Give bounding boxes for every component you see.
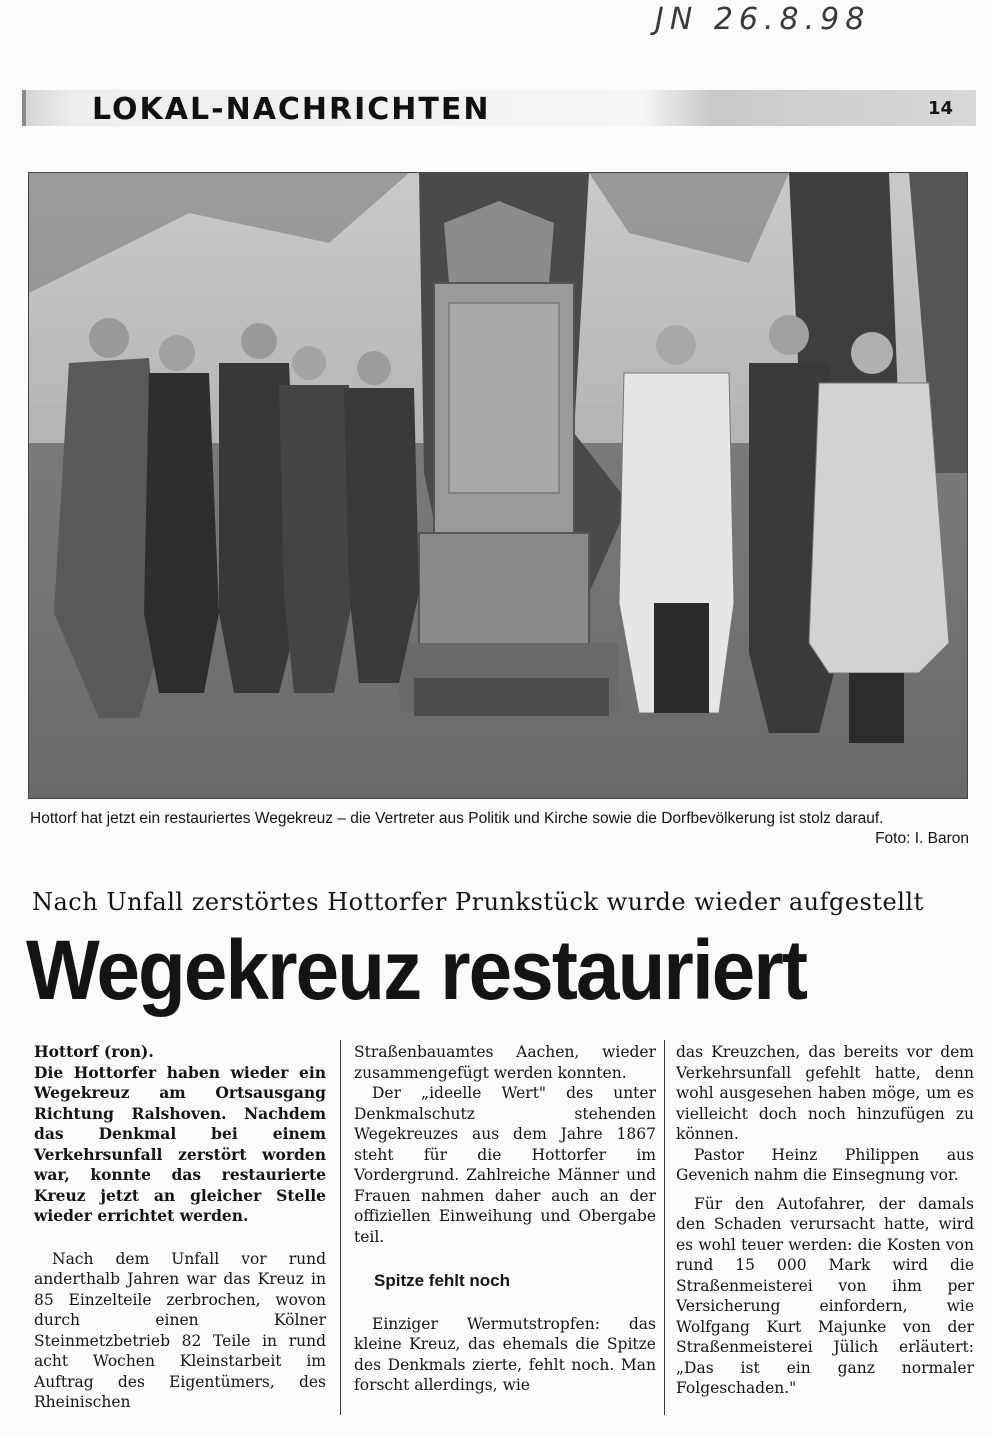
article-paragraph: Pastor Heinz Philippen aus Gevenich nahm die Einsegnung vor. — [676, 1145, 974, 1184]
article-lead: Die Hottorfer haben wieder ein Wegekreuz am Ortsausgang Richtung Ralshoven. Nachdem das Denkmal bei einem Verkehrsunfall zerstört worden war, konnte das restaurierte Kreuz jetzt an gleicher Stelle wieder errichtet werden. — [34, 1062, 326, 1225]
column-divider — [664, 1040, 665, 1415]
flower-arrangement — [414, 678, 609, 716]
article-subheadline: Nach Unfall zerstörtes Hottorfer Prunkstück wurde wieder aufgestellt — [32, 888, 924, 916]
article-dateline: Hottorf (ron). — [34, 1042, 154, 1061]
section-title: LOKAL-NACHRICHTEN — [92, 92, 491, 127]
handwritten-date-note: JN 26.8.98 — [655, 2, 871, 37]
page-number: 14 — [928, 98, 954, 119]
article-paragraph: Straßenbauamtes Aachen, wieder zusammengefügt werden konnten. — [354, 1043, 656, 1082]
photo-caption: Hottorf hat jetzt ein restauriertes Wegekreuz – die Vertreter aus Politik und Kirche sowie die Dorfbevölkerung ist stolz darauf. — [30, 810, 884, 827]
photo-illustration — [29, 173, 967, 798]
article-paragraph: Einziger Wermutstropfen: das kleine Kreuz, das ehemals die Spitze des Denkmals zierte, fehlt noch. Man forscht allerdings, wie — [354, 1314, 656, 1394]
article-column-2 — [354, 1042, 656, 1396]
column-divider — [340, 1040, 341, 1415]
article-column-1 — [34, 1042, 326, 1413]
article-paragraph: Nach dem Unfall vor rund anderthalb Jahren war das Kreuz in 85 Einzelteile zerbrochen, wovon durch einen Kölner Steinmetzbetrieb 82 Teile in rund acht Wochen Kleinstarbeit im Auftrag des Eigentümers, des Rheinischen — [34, 1249, 326, 1411]
article-photo — [28, 172, 968, 799]
article-paragraph: Für den Autofahrer, der damals den Schaden verursacht hatte, wird es wohl teuer werden: die Kosten von rund 15 000 Mark wird die Straßenmeisterei von ihm per Versicherung einfordern, wie Wolfgang Kurt Majunke von der Straßenmeisterei Jülich erläutert: „Das ist ein ganz normaler Folgeschaden." — [676, 1194, 974, 1397]
article-headline: Wegekreuz restauriert — [26, 923, 807, 1017]
photo-credit: Foto: I. Baron — [875, 830, 969, 847]
article-paragraph: Der „ideelle Wert" des unter Denkmalschutz stehenden Wegekreuzes aus dem Jahre 1867 steht für die Hottorfer im Vordergrund. Zahlreiche Männer und Frauen nahmen daher auch an der offiziellen Einweihung und Obergabe teil. — [354, 1084, 656, 1246]
article-paragraph: das Kreuzchen, das bereits vor dem Verkehrsunfall gefehlt hatte, denn wohl ausgesehen haben möge, um es vielleicht doch noch hinzufügen zu können. — [676, 1043, 974, 1143]
article-subhead: Spitze fehlt noch — [374, 1271, 510, 1290]
article-column-3 — [676, 1042, 974, 1399]
people-group-left — [54, 318, 419, 718]
